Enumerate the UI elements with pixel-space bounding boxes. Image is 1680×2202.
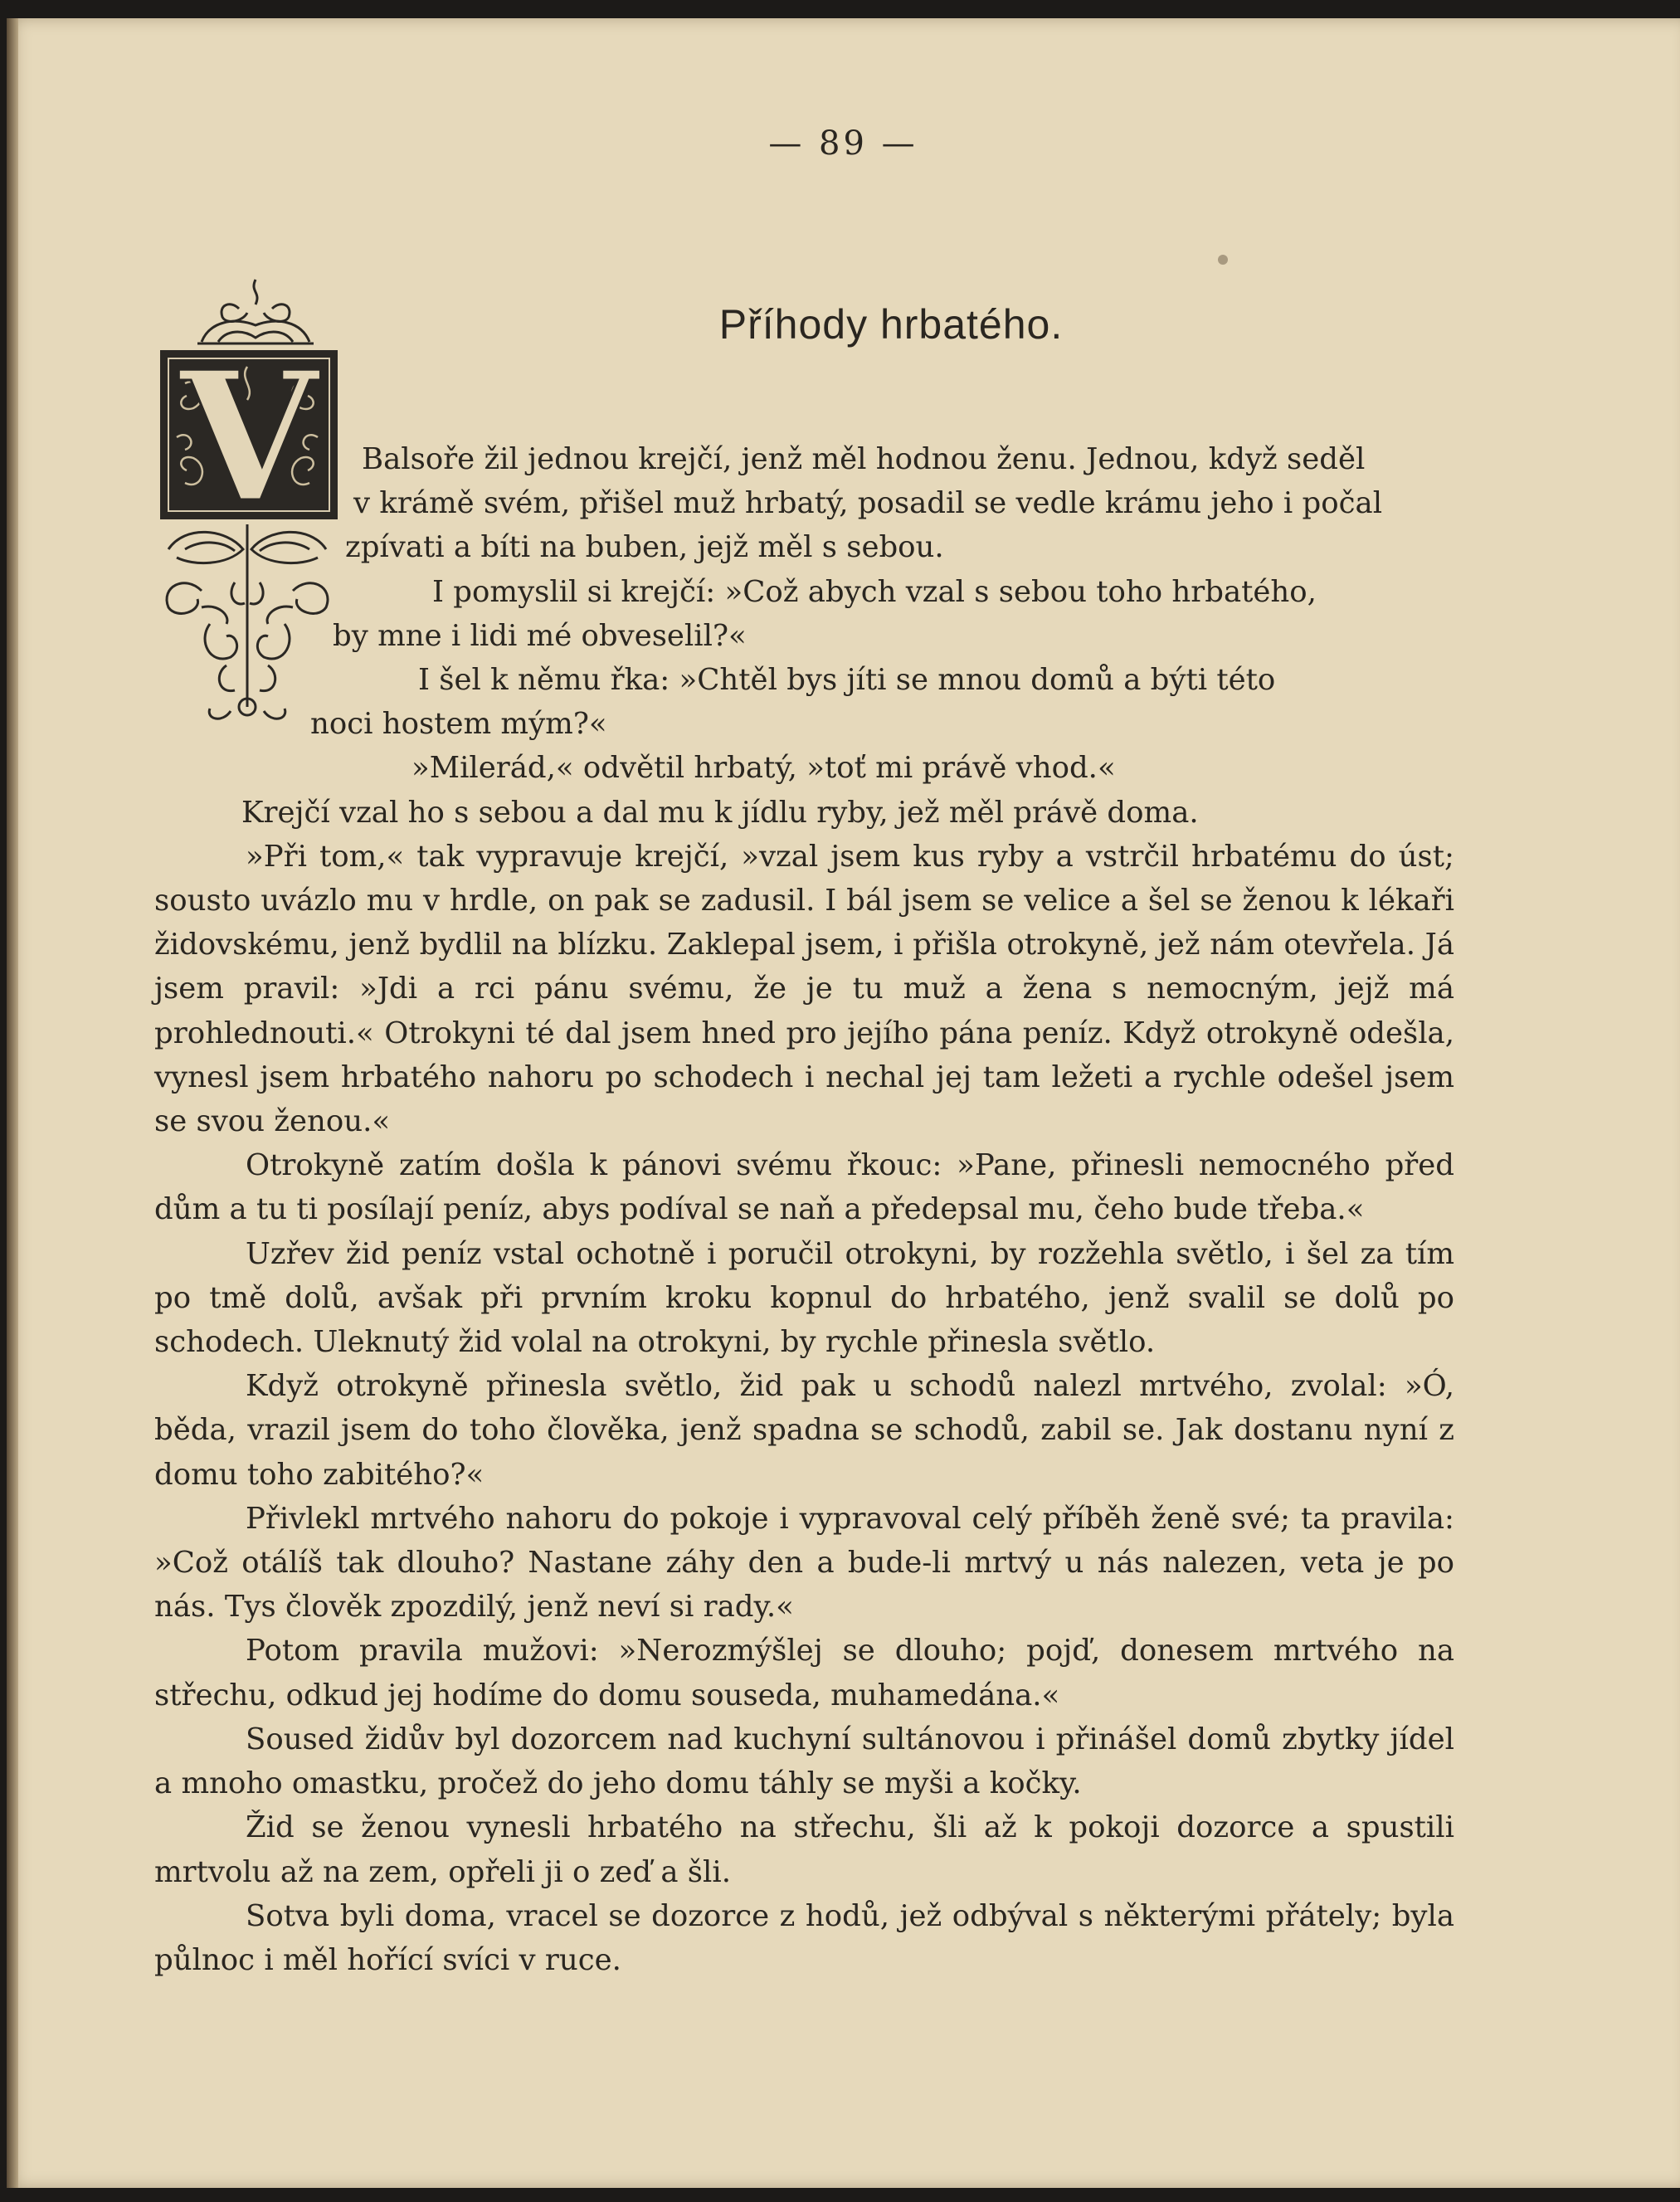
- paragraph: [154, 658, 1454, 746]
- paragraph: [154, 746, 1454, 790]
- page-body-text: [154, 437, 1454, 1982]
- paragraph: Soused židův byl dozorcem nad kuchyní sultánovou i přinášel domů zbytky jídel a mnoho omastku, pročež do jeho domu táhly se myši a kočky.: [154, 1722, 1454, 1801]
- text-line: I pomyslil si krejčí: »Což abych vzal s sebou toho hrbatého,: [432, 574, 1317, 609]
- initial-letter: V: [179, 332, 319, 542]
- paragraph: Krejčí vzal ho s sebou a dal mu k jídlu ryby, jež měl právě doma.: [241, 795, 1199, 830]
- paragraph: Přivlekl mrtvého nahoru do pokoje i vypravoval celý příběh ženě své; ta pravila: »Což otálíš tak dlouho? Nastane záhy den a bude-li mrtvý u nás nalezen, veta je po nás. Tys člověk zpozdilý, jenž neví si rady.«: [154, 1501, 1454, 1625]
- chapter-title: Příhody hrbatého.: [718, 301, 1064, 348]
- text-line: noci hostem mým?«: [310, 707, 607, 742]
- text-line: v krámě svém, přišel muž hrbatý, posadil se vedle krámu jeho i počal: [353, 486, 1383, 521]
- text-line: Balsoře žil jednou krejčí, jenž měl hodnou ženu. Jednou, když seděl: [362, 442, 1366, 476]
- text-line: zpívati a bíti na buben, jejž měl s sebou.: [345, 530, 944, 565]
- paragraph: [154, 570, 1454, 658]
- paragraph: Otrokyně zatím došla k pánovi svému řkouc: »Pane, přinesli nemocného před dům a tu ti posílají peníz, abys podíval se naň a předepsal mu, čeho bude třeba.«: [154, 1148, 1454, 1227]
- paragraph: Potom pravila mužovi: »Nerozmýšlej se dlouho; pojď, donesem mrtvého na střechu, odkud jej hodíme do domu souseda, muhamedána.«: [154, 1634, 1454, 1712]
- page-number: — 89 —: [768, 124, 918, 163]
- text-line: I šel k němu řka: »Chtěl bys jíti se mnou domů a býti této: [418, 663, 1276, 698]
- paragraph: Když otrokyně přinesla světlo, žid pak u schodů nalezl mrtvého, zvolal: »Ó, běda, vrazil jsem do toho člověka, jenž spadna se schodů, zabil se. Jak dostanu nyní z domu toho zabitého?«: [154, 1369, 1454, 1492]
- text-line: »Milerád,« odvětil hrbatý, »toť mi právě vhod.«: [411, 751, 1116, 786]
- paragraph: Uzřev žid peníz vstal ochotně i poručil otrokyni, by rozžehla světlo, i šel za tím po tmě dolů, avšak při prvním kroku kopnul do hrbatého, jenž svalil se dolů po schodech. Uleknutý žid volal na otrokyni, by rychle přinesla světlo.: [154, 1236, 1454, 1360]
- text-line: by mne i lidi mé obveselil?«: [333, 618, 747, 653]
- paragraph: Žid se ženou vynesli hrbatého na střechu, šli až k pokoji dozorce a spustili mrtvolu až na zem, opřeli ji o zeď a šli.: [154, 1810, 1454, 1889]
- book-page: [7, 18, 1680, 2188]
- paragraph: [154, 437, 1454, 570]
- paper-blemish: [1218, 255, 1228, 265]
- paragraph: »Při tom,« tak vypravuje krejčí, »vzal jsem kus ryby a vstrčil hrbatému do úst; sousto uvázlo mu v hrdle, on pak se zadusil. I bál jsem se velice a šel se ženou k lékaři židovskému, jenž bydlil na blízku. Zaklepal jsem, i přišla otrokyně, jež nám otevřela. Já jsem pravil: »Jdi a rci pánu svému, že je tu muž a žena s nemocným, jejž má prohlednouti.« Otrokyni té dal jsem hned pro jejího pána peníz. Když otrokyně odešla, vynesl jsem hrbatého nahoru po schodech i nechal jej tam ležeti a rychle odešel jsem se svou ženou.«: [154, 839, 1454, 1139]
- paragraph: Sotva byli doma, vracel se dozorce z hodů, jež odbýval s některými přátely; byla půlnoc i měl hořící svíci v ruce.: [154, 1898, 1454, 1977]
